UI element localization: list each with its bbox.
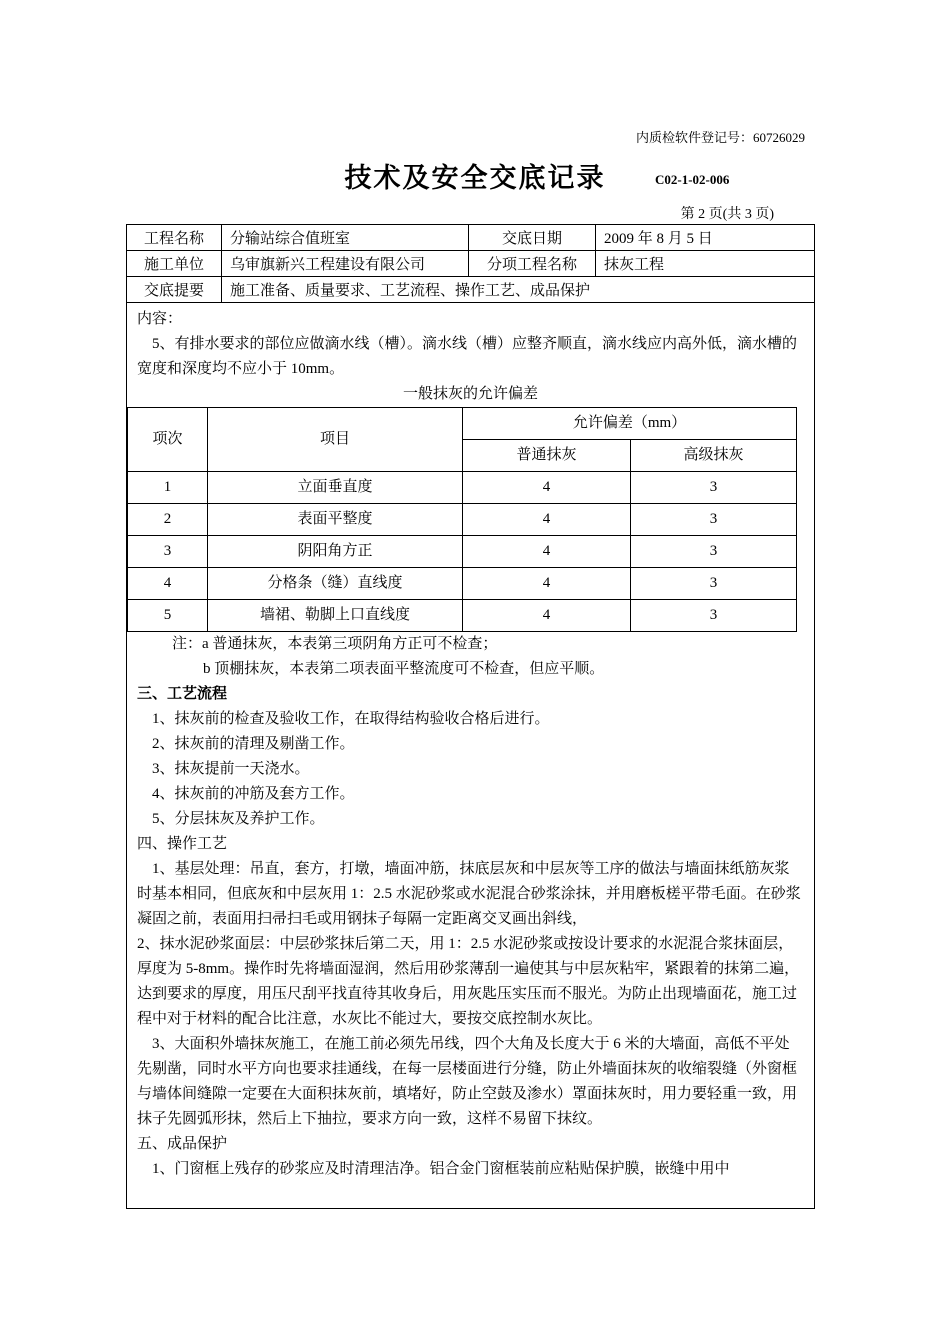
date-label: 交底日期 — [469, 225, 596, 251]
col-item-header: 项目 — [208, 408, 463, 472]
section-5-title: 五、成品保护 — [137, 1136, 228, 1152]
summary-value: 施工准备、质量要求、工艺流程、操作工艺、成品保护 — [222, 277, 815, 303]
row-high: 3 — [631, 568, 797, 600]
document-code: C02-1-02-006 — [655, 172, 730, 187]
row-item: 立面垂直度 — [208, 472, 463, 504]
row-normal: 4 — [463, 504, 631, 536]
section-3-item: 4、抹灰前的冲筋及套方工作。 — [152, 786, 355, 802]
content-body — [127, 303, 814, 1182]
section-3-item: 2、抹灰前的清理及剔凿工作。 — [152, 736, 355, 752]
section-4-paragraph-1: 1、基层处理：吊直，套方，打墩，墙面冲筋，抹底层灰和中层灰等工序的做法与墙面抹纸筋灰浆时基本相同，但底灰和中层灰用 1：2.5 水泥砂浆或水泥混合砂浆涂抹，并用磨板槎平带毛面。在砂浆凝固之前，表面用扫帚扫毛或用钢抹子每隔一定距离交叉画出斜线， — [137, 861, 801, 927]
col-deviation-header: 允许偏差（mm） — [463, 408, 797, 440]
row-high: 3 — [631, 472, 797, 504]
date-value: 2009 年 8 月 5 日 — [596, 225, 815, 251]
record-frame — [126, 224, 815, 1209]
section-3-item: 1、抹灰前的检查及验收工作，在取得结构验收合格后进行。 — [152, 711, 550, 727]
row-normal: 4 — [463, 536, 631, 568]
row-no: 1 — [128, 472, 208, 504]
subproject-label: 分项工程名称 — [469, 251, 596, 277]
registration-number: 内质检软件登记号：60726029 — [635, 130, 805, 145]
project-name-value: 分输站综合值班室 — [222, 225, 469, 251]
note-a: 注：a 普通抹灰，本表第三项阴角方正可不检查； — [172, 636, 498, 652]
row-item: 分格条（缝）直线度 — [208, 568, 463, 600]
project-name-label: 工程名称 — [127, 225, 222, 251]
col-no-header: 项次 — [128, 408, 208, 472]
row-high: 3 — [631, 536, 797, 568]
table-row — [128, 568, 797, 600]
row-item: 阴阳角方正 — [208, 536, 463, 568]
unit-label: 施工单位 — [127, 251, 222, 277]
document-title: 技术及安全交底记录 — [344, 163, 606, 194]
subproject-value: 抹灰工程 — [596, 251, 815, 277]
section-5-paragraph-1: 1、门窗框上残存的砂浆应及时清理洁净。铝合金门窗框装前应粘贴保护膜，嵌缝中用中 — [152, 1161, 730, 1177]
table-row — [128, 600, 797, 632]
table-caption: 一般抹灰的允许偏差 — [402, 386, 538, 402]
header-table — [126, 224, 815, 303]
row-no: 5 — [128, 600, 208, 632]
row-no: 3 — [128, 536, 208, 568]
row-normal: 4 — [463, 472, 631, 504]
section-3-item: 5、分层抹灰及养护工作。 — [152, 811, 325, 827]
row-no: 2 — [128, 504, 208, 536]
section-3-title: 三、工艺流程 — [137, 686, 228, 702]
deviation-table — [127, 407, 797, 632]
section-4-title: 四、操作工艺 — [137, 836, 228, 852]
table-row — [128, 504, 797, 536]
row-normal: 4 — [463, 568, 631, 600]
page-info: 第 2 页(共 3 页) — [680, 207, 774, 222]
row-high: 3 — [631, 504, 797, 536]
col-high-header: 高级抹灰 — [631, 440, 797, 472]
section-3-item: 3、抹灰提前一天浇水。 — [152, 761, 310, 777]
table-row — [128, 536, 797, 568]
unit-value: 乌审旗新兴工程建设有限公司 — [222, 251, 469, 277]
col-normal-header: 普通抹灰 — [463, 440, 631, 472]
row-item: 墙裙、勒脚上口直线度 — [208, 600, 463, 632]
row-normal: 4 — [463, 600, 631, 632]
section-4-paragraph-2: 2、抹水泥砂浆面层：中层砂浆抹后第二天，用 1：2.5 水泥砂浆或按设计要求的水泥混合浆抹面层，厚度为 5-8mm。操作时先将墙面湿润，然后用砂浆薄刮一遍使其与中层灰粘牢，紧跟着的抹第二遍，达到要求的厚度，用压尺刮平找直待其收身后，用灰匙压实压而不服光。为防止出现墙面花，施工过程中对于材料的配合比注意，水灰比不能过大，要按交底控制水灰比。 — [137, 936, 800, 1027]
table-row — [128, 472, 797, 504]
section-4-paragraph-3: 3、大面积外墙抹灰施工，在施工前必须先吊线，四个大角及长度大于 6 米的大墙面，高低不平处先剔凿，同时水平方向也要求挂通线，在每一层楼面进行分缝，防止外墙面抹灰的收缩裂缝（外窗框与墙体间缝隙一定要在大面积抹灰前，填堵好，防止空鼓及渗水）罩面抹灰时，用力要轻重一致，用抹子先圆弧形抹，然后上下抽拉，要求方向一致，这样不易留下抹纹。 — [137, 1036, 798, 1127]
document-title-block — [0, 156, 950, 195]
row-high: 3 — [631, 600, 797, 632]
summary-label: 交底提要 — [127, 277, 222, 303]
row-no: 4 — [128, 568, 208, 600]
note-b: b 顶棚抹灰，本表第二项表面平整流度可不检查，但应平顺。 — [203, 661, 605, 677]
content-label: 内容： — [137, 311, 183, 327]
item-5: 5、有排水要求的部位应做滴水线（槽）。滴水线（槽）应整齐顺直，滴水线应内高外低，滴水槽的宽度和深度均不应小于 10mm。 — [137, 336, 798, 377]
row-item: 表面平整度 — [208, 504, 463, 536]
